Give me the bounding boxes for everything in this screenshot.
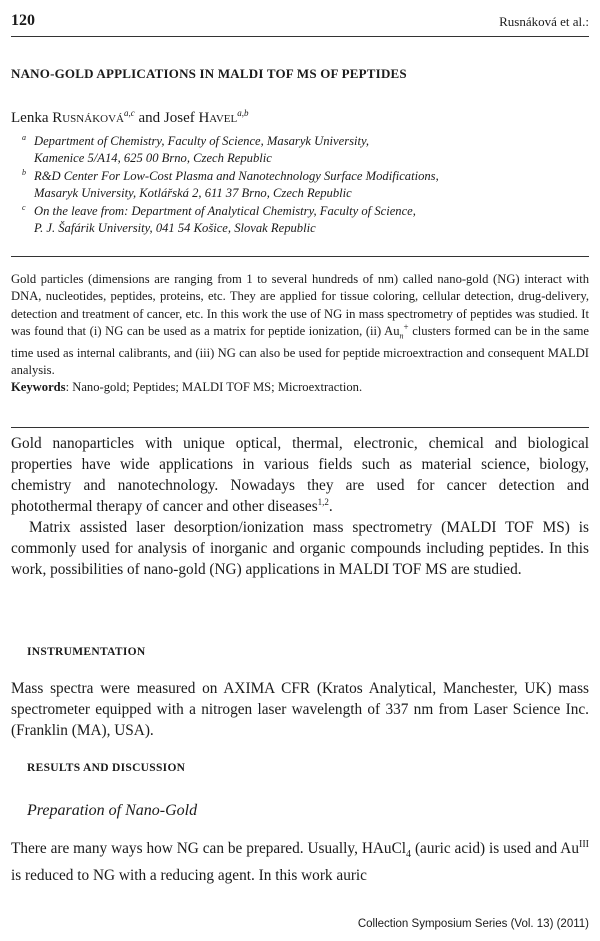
author-and: and [134, 110, 164, 126]
affiliation-a [22, 133, 542, 168]
abstract-top-rule [11, 256, 589, 257]
citation: 1,2 [317, 496, 329, 507]
affiliation-mark: a [22, 133, 26, 142]
abstract [11, 271, 589, 397]
header-rule [11, 36, 589, 37]
author-line [11, 110, 248, 127]
affiliation-line: Department of Chemistry, Faculty of Science, Masaryk University, [34, 134, 370, 148]
author-1-affil-mark: a,c [123, 108, 135, 118]
affiliation-c [22, 203, 542, 238]
results-text [11, 838, 589, 886]
section-heading-instrumentation: INSTRUMENTATION [27, 646, 146, 658]
author-2-last: Havel [198, 110, 238, 126]
subsection-heading: Preparation of Nano-Gold [27, 802, 198, 819]
affiliation-line: Kamenice 5/A14, 625 00 Brno, Czech Republic [34, 151, 272, 166]
running-title: Rusnáková et al.: [499, 14, 589, 29]
instrumentation-text: Mass spectra were measured on AXIMA CFR (Kratos Analytical, Manchester, UK) mass spectrometer equipped with a nitrogen laser wavelength of 337 nm from Laser Science Inc. (Franklin (MA), USA). [11, 680, 589, 739]
article-title: NANO-GOLD APPLICATIONS IN MALDI TOF MS OF PEPTIDES [11, 66, 407, 81]
intro-paragraph-2: Matrix assisted laser desorption/ionization mass spectrometry (MALDI TOF MS) is commonly used for analysis of inorganic and organic compounds including peptides. In this work, possibilities of nano-gold (NG) applications in MALDI TOF MS are studied. [11, 519, 589, 578]
intro-paragraph-1: Gold nanoparticles with unique optical, thermal, electronic, chemical and biological properties have wide applications in various fields such as material science, biology, chemistry and nanotechnology. Nowadays they are used for cancer detection and photothermal therapy of cancer and other diseases$^{1,2}$. [11, 435, 589, 515]
abstract-text: Gold particles (dimensions are ranging from 1 to several hundreds of nm) called nano-gold (NG) interact with DNA, nucleotides, peptides, proteins, etc. They are applied for tissue coloring, cellular detection, drug-delivery, detection and treatment of cancer, etc. In this work the use of NG in mass spectrometry of peptides was studied. It was found that (i) NG can be used as a matrix for peptide ionization, (ii) $Au_n^+$ clusters formed can be in the same time used as internal calibrants, and (iii) NG can also be used for peptide microextraction and consequent MALDI analysis. [11, 272, 589, 377]
page-number: 120 [11, 12, 35, 29]
intro-section [11, 433, 589, 580]
page-footer: Collection Symposium Series (Vol. 13) (2011) [357, 918, 589, 930]
author-2-first: Josef [163, 110, 199, 126]
abstract-bottom-rule [11, 427, 589, 428]
page-header [11, 12, 589, 34]
author-1-first: Lenka [11, 110, 53, 126]
results-paragraph: There are many ways how NG can be prepared. Usually, HAuCl$_4$ (auric acid) is used and $Au^{III}$ is reduced to NG with a reducing agent. In this work auric [11, 838, 589, 885]
affiliation-line: P. J. Šafárik University, 041 54 Košice, Slovak Republic [34, 221, 316, 236]
keywords-label: Keywords [11, 380, 66, 395]
affiliation-mark: c [22, 202, 26, 212]
affiliation-mark: b [22, 167, 26, 177]
keywords-list: : Nano-gold; Peptides; MALDI TOF MS; Microextraction. [65, 380, 363, 395]
affiliation-b [22, 168, 542, 203]
author-2-affil-mark: a,b [237, 108, 249, 118]
affiliation-line: Masaryk University, Kotlářská 2, 611 37 Brno, Czech Republic [34, 186, 352, 201]
affiliations [22, 133, 542, 237]
section-heading-results: RESULTS AND DISCUSSION [27, 762, 186, 774]
affiliation-line: On the leave from: Department of Analytical Chemistry, Faculty of Science, [34, 203, 416, 218]
affiliation-line: R&D Center For Low-Cost Plasma and Nanotechnology Surface Modifications, [34, 168, 439, 183]
author-1-last: Rusnáková [52, 110, 124, 126]
keywords [11, 379, 589, 396]
